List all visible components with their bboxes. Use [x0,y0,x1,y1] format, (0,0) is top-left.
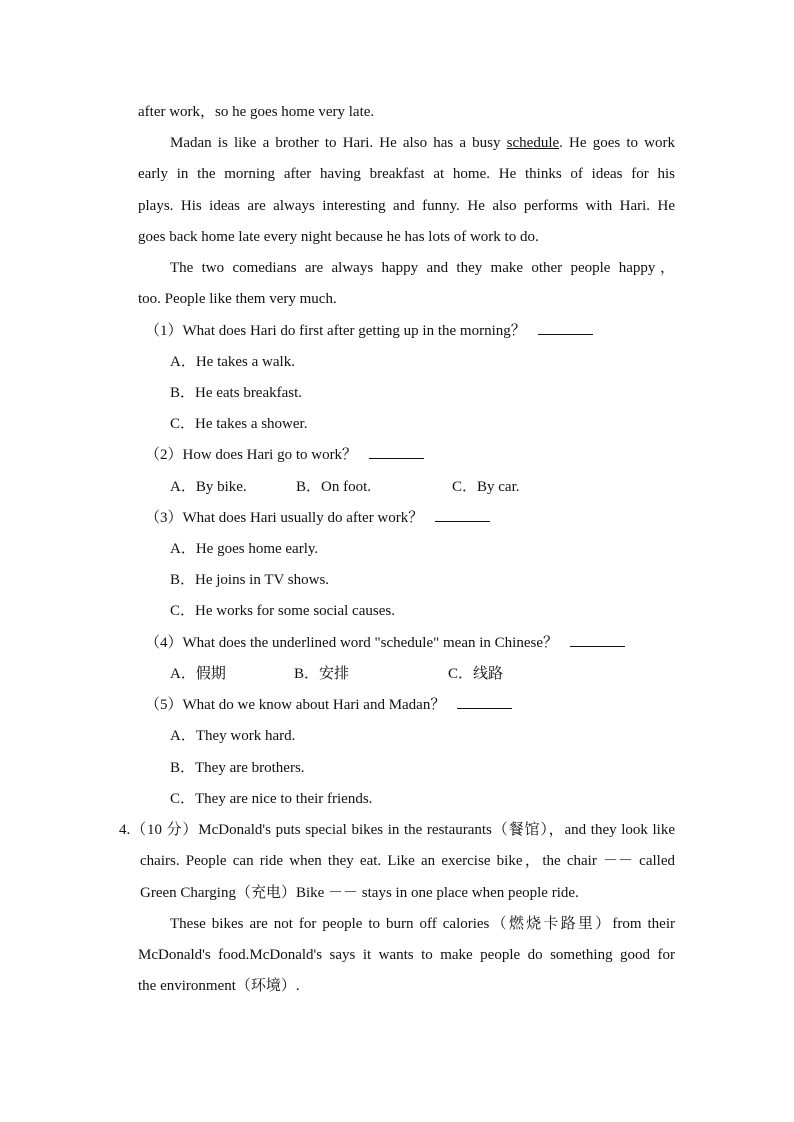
question-stem [145,694,675,716]
passage-line: after work，so he goes home very late. [138,104,375,120]
passage-line: Green Charging（充电）Bike －－ stays in one place when people ride. [140,885,579,901]
passage-line: goes back home late every night because he has lots of work to do. [138,229,539,245]
passage-line: the environment（环境）. [138,978,300,994]
answer-blank[interactable] [457,694,512,709]
option-a[interactable]: A．They work hard. [170,728,296,744]
passage-line: The two comedians are always happy and they make other people happy， [170,260,675,276]
passage-line: too. People like them very much. [138,291,337,307]
option-c[interactable]: C．He works for some social causes. [170,603,395,619]
option-b[interactable]: B．He joins in TV shows. [170,572,330,588]
option-a[interactable]: A．He goes home early. [170,541,319,557]
answer-blank[interactable] [570,632,625,647]
passage-line [170,132,675,154]
passage-line: McDonald's food.McDonald's says it wants to make people do something good for [138,947,675,963]
option-b[interactable]: B．安排 [294,666,350,682]
options-row [170,476,675,498]
stem-text: （4）What does the underlined word "schedule" mean in Chinese？ [145,635,558,651]
option-a[interactable]: A．He takes a walk. [170,354,295,370]
option-c[interactable]: C．线路 [448,666,504,682]
stem-text: （5）What do we know about Hari and Madan？ [145,697,446,713]
passage-line: plays. His ideas are always interesting and funny. He also performs with Hari. He [138,198,675,214]
underlined-word-schedule: schedule [506,135,560,151]
options-row [170,663,675,685]
question-stem [145,320,675,342]
option-c[interactable]: C．They are nice to their friends. [170,791,373,807]
stem-text: （2）How does Hari go to work？ [145,447,358,463]
stem-text: （1）What does Hari do first after getting up in the morning？ [145,323,526,339]
option-b[interactable]: B．They are brothers. [170,760,305,776]
option-a[interactable]: A．假期 [170,666,226,682]
passage-line: These bikes are not for people to burn off calories（燃烧卡路里）from their [170,916,675,932]
passage-line: chairs. People can ride when they eat. Like an exercise bike，the chair －－ called [140,853,675,869]
stem-text: （3）What does Hari usually do after work？ [145,510,424,526]
text-span: Madan is like a brother to Hari. He also has a busy [170,135,507,151]
answer-blank[interactable] [435,507,490,522]
passage-line: 4.（10 分）McDonald's puts special bikes in the restaurants（餐馆），and they look like [119,822,675,838]
question-stem [145,632,675,654]
option-b[interactable]: B．On foot. [296,479,372,495]
answer-blank[interactable] [538,320,593,335]
option-a[interactable]: A．By bike. [170,479,247,495]
option-c[interactable]: C．By car. [452,479,520,495]
text-span: . He goes to work [559,135,675,151]
passage-line: early in the morning after having breakfast at home. He thinks of ideas for his [138,166,675,182]
option-c[interactable]: C．He takes a shower. [170,416,308,432]
question-stem [145,507,675,529]
option-b[interactable]: B．He eats breakfast. [170,385,303,401]
question-stem [145,444,675,466]
answer-blank[interactable] [369,444,424,459]
